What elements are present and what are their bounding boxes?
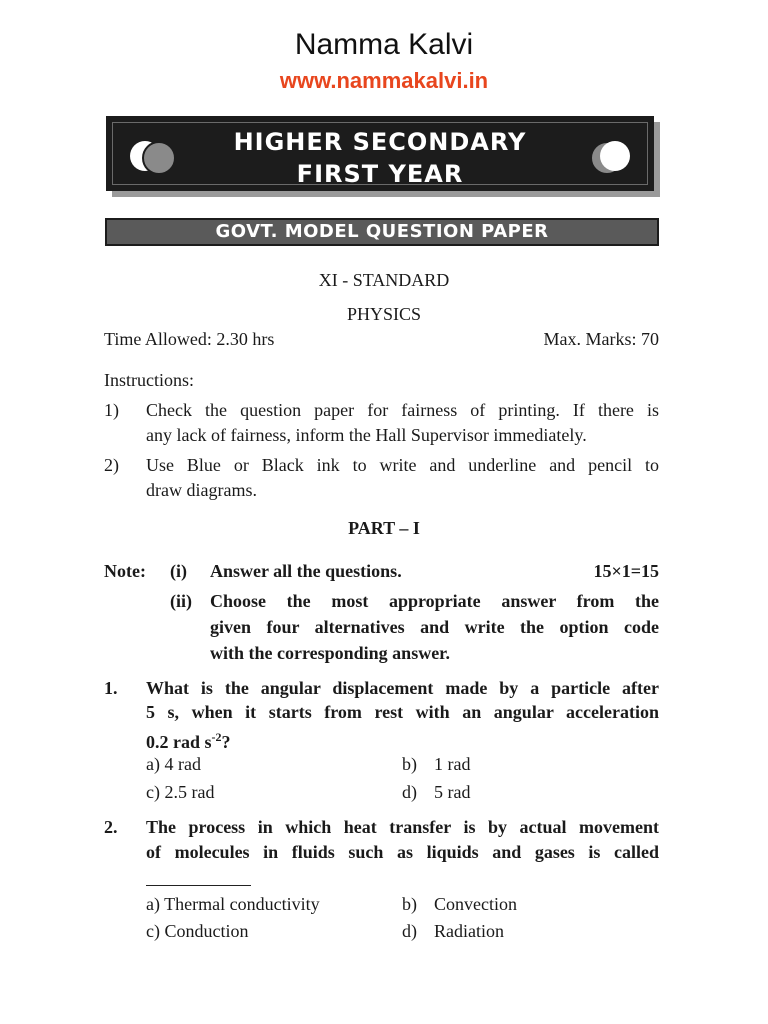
option-b-label: b) <box>402 894 417 914</box>
option-a: a) Thermal conductivity <box>146 894 320 914</box>
question-text-part: ? <box>221 732 231 752</box>
note-number: (ii) <box>170 591 192 611</box>
instruction-text: Check the question paper for fairness of printing. If there is <box>146 400 659 420</box>
question-number: 2. <box>104 817 118 837</box>
option-d: Radiation <box>434 921 504 941</box>
note-number: (i) <box>170 561 187 581</box>
site-title: Namma Kalvi <box>294 28 474 61</box>
option-d: 5 rad <box>434 782 471 802</box>
time-allowed: Time Allowed: 2.30 hrs <box>104 329 275 349</box>
instruction-number: 1) <box>104 400 119 420</box>
instruction-text: Use Blue or Black ink to write and underline and pencil to <box>146 455 659 475</box>
superscript: -2 <box>211 730 222 744</box>
question-text: What is the angular displacement made by a particle after <box>146 678 659 698</box>
question-number: 1. <box>104 678 118 698</box>
option-b: Convection <box>434 894 517 914</box>
banner-title-line2: FIRST YEAR <box>296 160 464 188</box>
option-a: a) 4 rad <box>146 754 201 774</box>
part-heading: PART – I <box>348 518 420 538</box>
title-banner <box>106 116 654 191</box>
question-text-part: 0.2 rad s <box>146 732 212 752</box>
option-c: c) 2.5 rad <box>146 782 215 802</box>
part-marks: 15×1=15 <box>593 561 659 581</box>
instruction-number: 2) <box>104 455 119 475</box>
option-b: 1 rad <box>434 754 471 774</box>
instructions-heading: Instructions: <box>104 370 194 390</box>
note-text: Answer all the questions. <box>210 561 402 581</box>
instruction-text: draw diagrams. <box>146 480 257 500</box>
instruction-text: any lack of fairness, inform the Hall Supervisor immediately. <box>146 425 587 445</box>
question-text: of molecules in fluids such as liquids and gases is called <box>146 842 659 862</box>
note-text: Choose the most appropriate answer from the <box>210 591 659 611</box>
question-text: The process in which heat transfer is by actual movement <box>146 817 659 837</box>
option-b-label: b) <box>402 754 417 774</box>
option-d-label: d) <box>402 921 417 941</box>
site-url-link[interactable]: www.nammakalvi.in <box>279 68 489 93</box>
option-d-label: d) <box>402 782 417 802</box>
subject-heading: PHYSICS <box>346 304 422 324</box>
question-text: 5 s, when it starts from rest with an angular acceleration <box>146 702 659 722</box>
question-text <box>146 725 231 755</box>
note-label: Note: <box>104 561 146 581</box>
banner-title-line1: HIGHER SECONDARY <box>233 128 527 156</box>
standard-heading: XI - STANDARD <box>318 270 450 290</box>
paper-type-bar: GOVT. MODEL QUESTION PAPER <box>105 218 659 246</box>
note-text: given four alternatives and write the option code <box>210 617 659 637</box>
answer-blank-line <box>146 885 251 886</box>
option-c: c) Conduction <box>146 921 249 941</box>
max-marks: Max. Marks: 70 <box>543 329 659 349</box>
note-text: with the corresponding answer. <box>210 643 451 663</box>
